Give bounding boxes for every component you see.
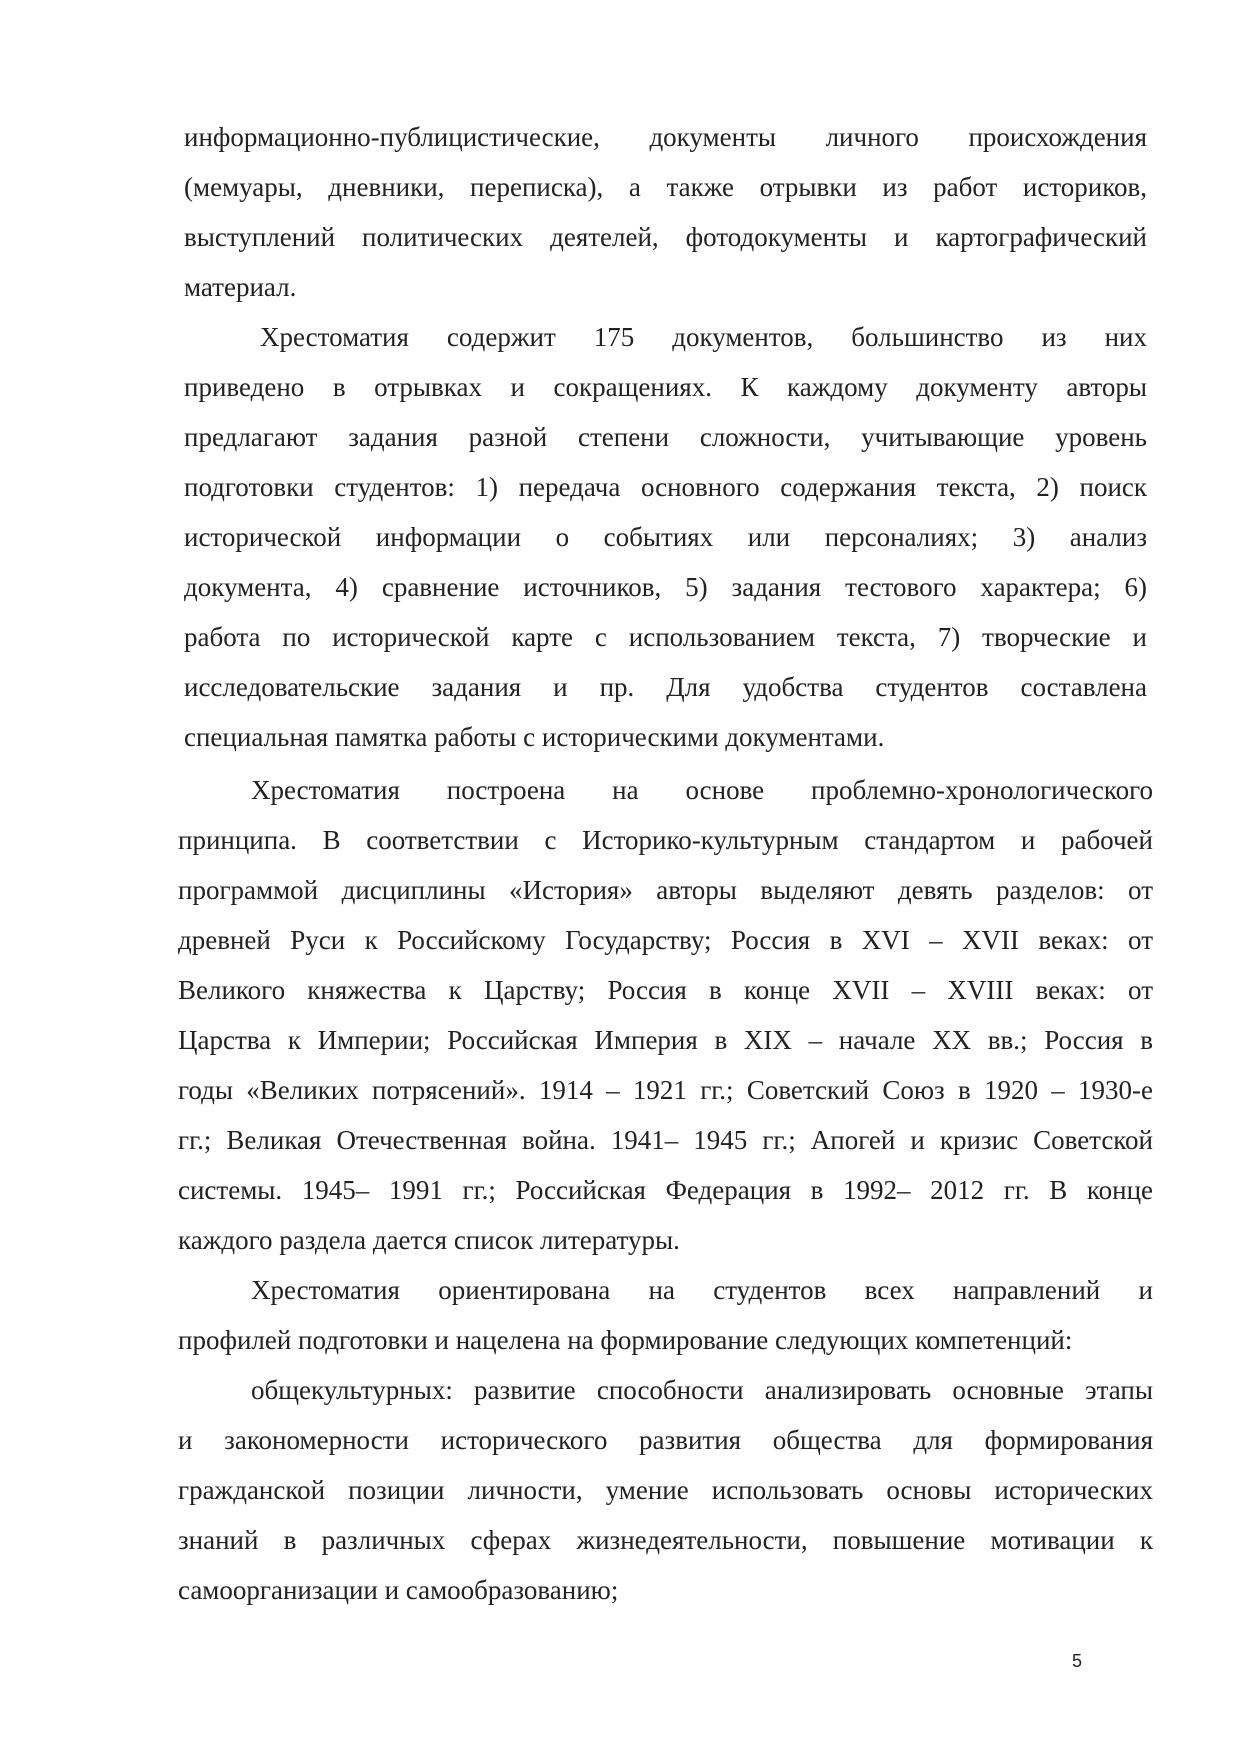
text-line: Царства к Империи; Российская Империя в XIX – начале XX вв.; Россия в — [178, 1025, 1153, 1055]
text-line: и закономерности исторического развития общества для формирования — [178, 1425, 1153, 1455]
text-line: каждого раздела дается список литературы. — [178, 1225, 680, 1255]
text-line: принципа. В соответствии с Историко-культурным стандартом и рабочей — [178, 825, 1153, 855]
text-line: гг.; Великая Отечественная война. 1941– 1945 гг.; Апогей и кризис Советской — [178, 1125, 1153, 1155]
paragraph-structure-sections — [178, 765, 1153, 1265]
text-line: системы. 1945– 1991 гг.; Российская Федерация в 1992– 2012 гг. В конце — [178, 1175, 1153, 1205]
text-line: исследовательские задания и пр. Для удобства студентов составлена — [184, 672, 1147, 702]
text-line: выступлений политических деятелей, фотодокументы и картографический — [184, 222, 1147, 252]
text-line: профилей подготовки и нацелена на формирование следующих компетенций: — [178, 1325, 1073, 1355]
paragraph-source-types — [184, 112, 1147, 312]
text-line: информационно-публицистические, документы личного происхождения — [184, 122, 1147, 152]
text-line: знаний в различных сферах жизнедеятельности, повышение мотивации к — [178, 1525, 1153, 1555]
page-number: 5 — [1072, 1651, 1083, 1671]
text-line: работа по исторической карте с использованием текста, 7) творческие и — [184, 622, 1147, 652]
text-line: Великого княжества к Царству; Россия в конце XVII – XVIII веках: от — [178, 975, 1153, 1005]
text-line: самоорганизации и самообразованию; — [178, 1575, 619, 1605]
text-line: программой дисциплины «История» авторы выделяют девять разделов: от — [178, 875, 1153, 905]
paragraph-target-audience — [178, 1265, 1153, 1365]
text-line: Хрестоматия содержит 175 документов, большинство из них — [260, 322, 1147, 352]
paragraph-competencies — [178, 1365, 1153, 1615]
paragraph-document-count — [184, 312, 1147, 762]
text-line: специальная памятка работы с историческими документами. — [184, 722, 885, 752]
text-line: приведено в отрывках и сокращениях. К каждому документу авторы — [184, 372, 1147, 402]
text-line: гражданской позиции личности, умение использовать основы исторических — [178, 1475, 1153, 1505]
text-line: материал. — [184, 272, 297, 302]
text-line: подготовки студентов: 1) передача основного содержания текста, 2) поиск — [184, 472, 1147, 502]
text-line: годы «Великих потрясений». 1914 – 1921 гг.; Советский Союз в 1920 – 1930-е — [178, 1075, 1153, 1105]
text-line: общекультурных: развитие способности анализировать основные этапы — [251, 1375, 1153, 1405]
text-line: Хрестоматия ориентирована на студентов всех направлений и — [251, 1275, 1153, 1305]
text-line: древней Руси к Российскому Государству; Россия в XVI – XVII веках: от — [178, 925, 1153, 955]
text-line: исторической информации о событиях или персоналиях; 3) анализ — [184, 522, 1147, 552]
text-line: (мемуары, дневники, переписка), а также отрывки из работ историков, — [184, 172, 1147, 202]
text-line: Хрестоматия построена на основе проблемно-хронологического — [251, 775, 1153, 805]
text-line: предлагают задания разной степени сложности, учитывающие уровень — [184, 422, 1147, 452]
text-line: документа, 4) сравнение источников, 5) задания тестового характера; 6) — [184, 572, 1147, 602]
